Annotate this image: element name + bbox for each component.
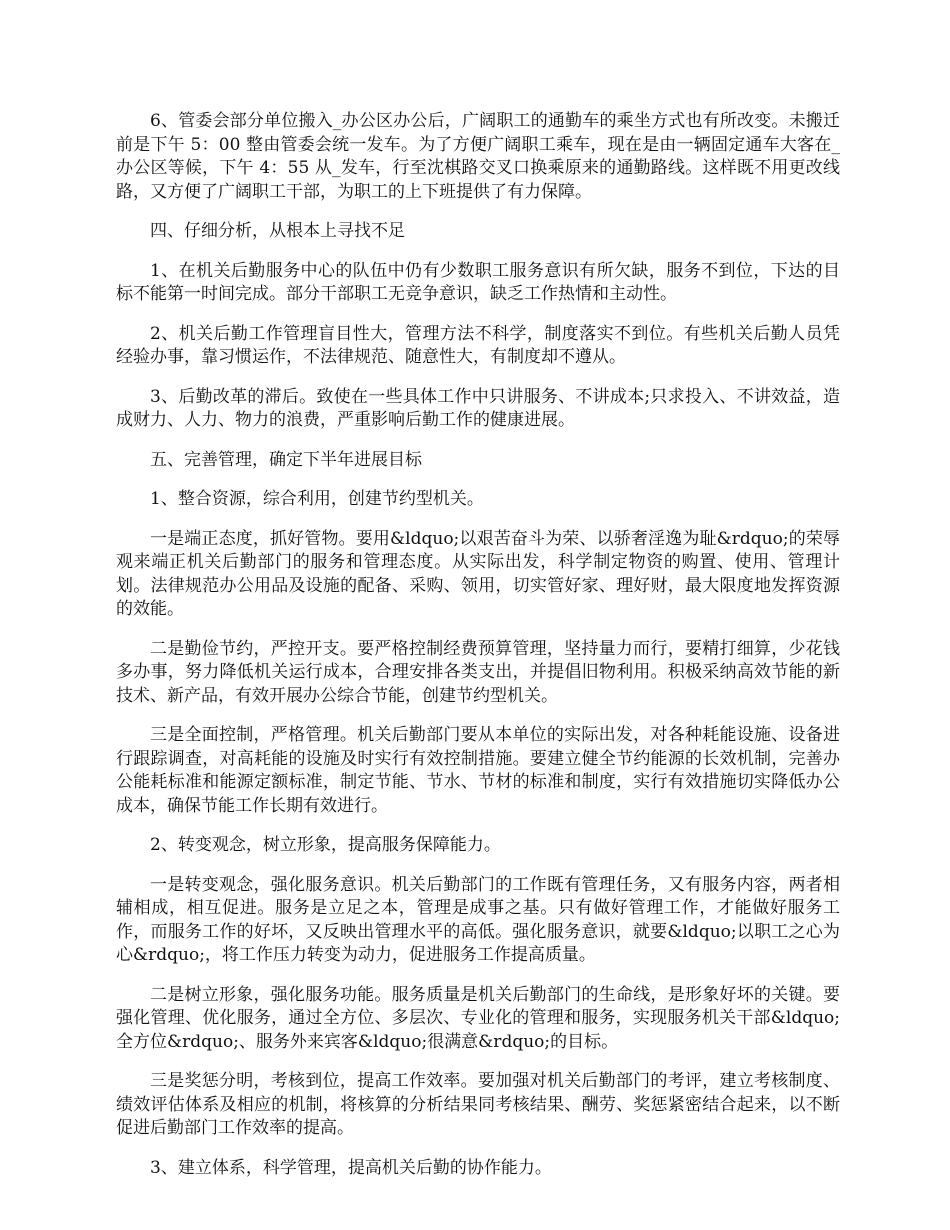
paragraph-goal-2-c: 三是奖惩分明，考核到位，提高工作效率。要加强对机关后勤部门的考评，建立考核制度、绩效评估体系及相应的机制，将核算的分析结果同考核结果、酬劳、奖惩紧密结合起来，以不断促进后勤部门工作效率的提高。 (116, 1071, 840, 1138)
subheading-goal-2: 2、转变观念，树立形象，提高服务保障能力。 (150, 835, 501, 855)
paragraph-goal-1-c: 三是全面控制，严格管理。机关后勤部门要从本单位的实际出发，对各种耗能设施、设备进行跟踪调查，对高耗能的设施及时实行有效控制措施。要建立健全节约能源的长效机制，完善办公能耗标准和能源定额标准，制定节能、节水、节材的标准和制度，实行有效措施切实降低办公成本，确保节能工作长期有效进行。 (116, 725, 840, 816)
paragraph-goal-2-b: 二是树立形象，强化服务功能。服务质量是机关后勤部门的生命线，是形象好坏的关键。要强化管理、优化服务，通过全方位、多层次、专业化的管理和服务，实现服务机关干部&ldquo;全方位&rdquo;、服务外来宾客&ldquo;很满意&rdquo;的目标。 (116, 984, 840, 1052)
paragraph-problem-2: 2、机关后勤工作管理盲目性大，管理方法不科学，制度落实不到位。有些机关后勤人员凭经验办事，靠习惯运作，不法律规范、随意性大，有制度却不遵从。 (116, 323, 840, 367)
subheading-goal-3: 3、建立体系，科学管理，提高机关后勤的协作能力。 (150, 1157, 552, 1178)
paragraph-problem-3: 3、后勤改革的滞后。致使在一些具体工作中只讲服务、不讲成本;只求投入、不讲效益，造成财力、人力、物力的浪费，严重影响后勤工作的健康进展。 (116, 386, 840, 430)
paragraph-commute: 6、管委会部分单位搬入_办公区办公后，广阔职工的通勤车的乘坐方式也有所改变。未搬迁前是下午 5：00 整由管委会统一发车。为了方便广阔职工乘车，现在是由一辆固定通车大客在_办公区等候，下午 4：55 从_发车，行至沈棋路交叉口换乘原来的通勤路线。这样既不用更改线路，又方便了广阔职工干部，为职工的上下班提供了有力保障。 (116, 111, 840, 202)
paragraph-goal-1-a: 一是端正态度，抓好管物。要用&ldquo;以艰苦奋斗为荣、以骄奢淫逸为耻&rdquo;的荣辱观来端正机关后勤部门的服务和管理态度。从实际出发，科学制定物资的购置、使用、管理计划。法律规范办公用品及设施的配备、采购、领用，切实管好家、理好财，最大限度地发挥资源的效能。 (116, 528, 840, 619)
section-heading-5: 五、完善管理，确定下半年进展目标 (150, 449, 422, 470)
paragraph-goal-1-b: 二是勤俭节约，严控开支。要严格控制经费预算管理，坚持量力而行，要精打细算，少花钱多办事，努力降低机关运行成本，合理安排各类支出，并提倡旧物利用。积极采纳高效节能的新技术、新产品，有效开展办公综合节能，创建节约型机关。 (116, 638, 840, 706)
document-body (116, 110, 840, 1196)
paragraph-goal-2-a: 一是转变观念，强化服务意识。机关后勤部门的工作既有管理任务，又有服务内容，两者相辅相成，相互促进。服务是立足之本，管理是成事之基。只有做好管理工作，才能做好服务工作，而服务工作的好坏，又反映出管理水平的高低。强化服务意识，就要&ldquo;以职工之心为心&rdquo;，将工作压力转变为动力，促进服务工作提高质量。 (116, 874, 840, 965)
paragraph-problem-1: 1、在机关后勤服务中心的队伍中仍有少数职工服务意识有所欠缺，服务不到位，下达的目标不能第一时间完成。部分干部职工无竞争意识，缺乏工作热情和主动性。 (116, 260, 840, 304)
subheading-goal-1: 1、整合资源，综合利用，创建节约型机关。 (150, 489, 484, 509)
section-heading-4: 四、仔细分析，从根本上寻找不足 (150, 221, 405, 241)
